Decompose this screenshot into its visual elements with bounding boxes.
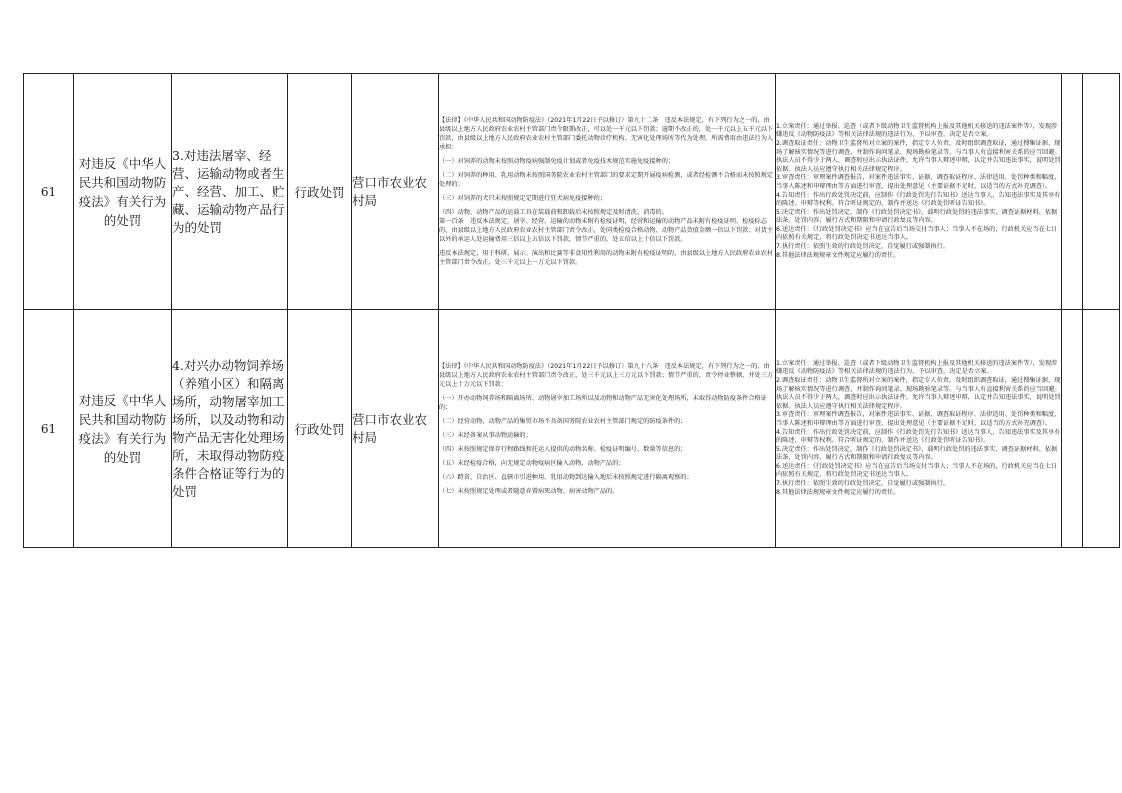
item-name: 对违反《中华人民共和国动物防疫法》有关行为的处罚	[74, 74, 172, 310]
responsibility-item: 6.送达责任：《行政处罚决定书》应当在宣告后当场交付当事人；当事人不在场的，行政机关应当在七日内依照有关规定，将行政处罚决定书送达当事人。	[776, 462, 1058, 479]
sub-item-name: 3.对违法屠宰、经营、运输动物或者生产、经营、加工、贮藏、运输动物产品行为的处罚	[172, 74, 288, 310]
responsibility-item: 2.调查取证责任：动物卫生监督所对立案的案件，指定专人负责，及时组织调查取证，通过搜集证据、现场了解核实情况等进行调查，并制作询问笔录、现场勘验笔录等。与当事人有直接利害关系的应当回避。执法人员不得少于两人，调查时应出示执法证件，允许当事人辩述申辩，认定并告知违法事实，说明处罚依据。执法人员应遵守执行相关法律规定程序。	[776, 376, 1061, 410]
sub-item-name: 4.对兴办动物饲养场（养殖小区）和隔离场所，动物屠宰加工场所，以及动物和动物产品无害化处理场所，未取得动物防疫条件合格证等行为的处罚	[172, 310, 288, 548]
responsibility-item: 1.立案责任：通过举报、巡查（或者下级动物卫生监督机构上报及其他机关移送的违法案件等），发现涉嫌违反《动物防疫法》等相关法律法规的违法行为，予以审查，决定是否立案。	[776, 359, 1058, 376]
responsibility-item: 7.执行责任：依照生效的行政处罚决定，自觉履行或强制执行。	[776, 243, 949, 251]
basis-paragraph: （一）开办动物饲养场和隔离场所、动物屠宰加工场所以及动物和动物产品无害化处理场所，未取得动物防疫条件合格证的；	[439, 394, 767, 411]
responsibility-list	[776, 74, 1062, 310]
responsibility-item: 8.其他法律法规规章文件规定应履行的责任。	[776, 251, 900, 259]
basis-paragraph: （四）未按照规定保存行程路线和托运人提供的动物名称、检疫证明编号、数量等信息的；	[439, 445, 687, 453]
legal-basis	[439, 74, 776, 310]
empty-cell	[1083, 74, 1120, 310]
legal-basis	[439, 310, 776, 548]
responsibility-item: 7.执行责任：依照生效的行政处罚决定，自觉履行或强制执行。	[776, 480, 949, 488]
responsible-agency: 营口市农业农村局	[352, 310, 439, 548]
item-number: 61	[24, 74, 74, 310]
responsibility-item: 5.决定责任：作出处罚决定，制作《行政处罚决定书》，载明行政处罚的违法事实、调查证据材料、依据法条、处罚内容、履行方式和期限和申请行政复议等内容。	[776, 208, 1058, 225]
basis-paragraph: 【法律】《中华人民共和国动物防疫法》（2021年1月22日予以修订）第九十八条 违反本法规定，有下列行为之一的，由县级以上地方人民政府农业农村主管部门责令改正，处三千元以上三万元以下罚款；情节严重的，责令停业整顿，并处三万元以上十万元以下罚款：	[439, 362, 774, 388]
basis-paragraph: 第一百条 违反本法规定，屠宰、经营、运输的动物未附有检疫证明，经营和运输的动物产品未附有检疫证明、检疫标志的，由县级以上地方人民政府农业农村主管部门责令改正，处同类检疫合格动物、动物产品货值金额一倍以下罚款；对货主以外的承运人处运输费用三倍以上五倍以下罚款，情节严重的，处五倍以上十倍以下罚款。	[439, 218, 774, 243]
empty-cell	[1062, 74, 1083, 310]
basis-paragraph: 违反本法规定，用于科研、展示、演出和比赛等非食用性利用的动物未附有检疫证明的，由县级以上地方人民政府农业农村主管部门责令改正，处三千元以上一万元以下罚款。	[439, 250, 774, 266]
responsibility-item: 6.送达责任：《行政处罚决定书》应当在宣告后当场交付当事人；当事人不在场的，行政机关应当在七日内依照有关规定，将行政处罚决定书送达当事人。	[776, 225, 1058, 242]
responsible-agency: 营口市农业农村局	[352, 74, 439, 310]
empty-cell	[1083, 310, 1120, 548]
basis-paragraph: （七）未按照规定处理或者随意弃置病死动物、病害动物产品的。	[439, 487, 619, 495]
basis-paragraph: （一）对饲养的动物未按照动物疫病强制免疫计划或者免疫技术规范实施免疫接种的；	[439, 158, 675, 165]
basis-paragraph: （三）未经备案从事动物运输的；	[439, 431, 532, 439]
basis-paragraph: 【法律】《中华人民共和国动物防疫法》（2021年1月22日予以修订）第九十二条 违反本法规定，有下列行为之一的，由县级以上地方人民政府农业农村主管部门责令限期改正，可以处一千元以下罚款；逾期不改正的，处一千元以上五千元以下罚款，由县级以上地方人民政府农业农村主管部门委托动物诊疗机构、无害化处理场所等代为处理，所需费用由违法行为人承担：	[439, 117, 774, 151]
table-row	[24, 310, 1120, 548]
responsibility-item: 3.审查责任：审理案件调查报告，对案件违法事实、证据、调查取证程序、法律适用、处罚种类和幅度、当事人陈述和申辩理由等方面进行审查，提出处理意见（主要证据不足时，以适当的方式补充调查）。	[776, 174, 1061, 190]
power-type: 行政处罚	[288, 74, 352, 310]
basis-paragraph: （五）未经检疫合格，向无规定动物疫病区输入动物、动物产品的；	[439, 459, 625, 467]
table-row	[24, 74, 1120, 310]
responsibility-item: 3.审查责任：审理案件调查报告，对案件违法事实、证据、调查取证程序、法律适用、处罚种类和幅度、当事人陈述和申辩理由等方面进行审查，提出处理意见（主要证据不足时，以适当的方式补充调查）。	[776, 411, 1061, 427]
basis-paragraph: （二）对饲养的种用、乳用动物未按照国务院农业农村主管部门的要求定期开展疫病检测，或者经检测不合格而未按照规定处理的；	[439, 172, 774, 188]
basis-paragraph: （四）动物、动物产品的运载工具在装载前和卸载后未按照规定及时清洗、消毒的。	[439, 209, 668, 216]
penalty-table	[23, 73, 1120, 548]
basis-paragraph: （二）经营动物、动物产品的集贸市场不具备国务院农业农村主管部门规定的防疫条件的；	[439, 417, 687, 425]
item-number: 61	[24, 310, 74, 548]
responsibility-item: 2.调查取证责任：动物卫生监督所对立案的案件，指定专人负责，及时组织调查取证，通过搜集证据、现场了解核实情况等进行调查，并制作询问笔录、现场勘验笔录等。与当事人有直接利害关系的应当回避。执法人员不得少于两人，调查时应出示执法证件，允许当事人辩述申辩，认定并告知违法事实，说明处罚依据。执法人员应遵守执行相关法律规定程序。	[776, 139, 1061, 173]
responsibility-item: 1.立案责任：通过举报、巡查（或者下级动物卫生监督机构上报及其他机关移送的违法案件等），发现涉嫌违反《动物防疫法》等相关法律法规的违法行为，予以审查，决定是否立案。	[776, 122, 1058, 139]
responsibility-list	[776, 310, 1062, 548]
responsibility-item: 4.告知责任：作出行政处罚决定前，应制作《行政处罚先行告知书》送达当事人，告知违法事实及其享有的陈述、申辩等权利。符合听证规定的，制作并送达《行政处罚听证告知书》。	[776, 428, 1061, 445]
responsibility-item: 4.告知责任：作出行政处罚决定前，应制作《行政处罚先行告知书》送达当事人，告知违法事实及其享有的陈述、申辩等权利。符合听证规定的，制作并送达《行政处罚听证告知书》。	[776, 191, 1061, 208]
basis-paragraph: （六）跨省、自治区、直辖市引进种用、乳用动物到达输入地后未按照规定进行隔离观察的；	[439, 473, 693, 481]
responsibility-item: 5.决定责任：作出处罚决定，制作《行政处罚决定书》，载明行政处罚的违法事实、调查证据材料、依据法条、处罚内容、履行方式和期限和申请行政复议等内容。	[776, 445, 1058, 462]
responsibility-item: 8.其他法律法规规章文件规定应履行的责任。	[776, 488, 900, 496]
power-type: 行政处罚	[288, 310, 352, 548]
empty-cell	[1062, 310, 1083, 548]
basis-paragraph: （三）对饲养的犬只未按照规定定期进行狂犬病免疫接种的；	[439, 195, 607, 202]
item-name: 对违反《中华人民共和国动物防疫法》有关行为的处罚	[74, 310, 172, 548]
